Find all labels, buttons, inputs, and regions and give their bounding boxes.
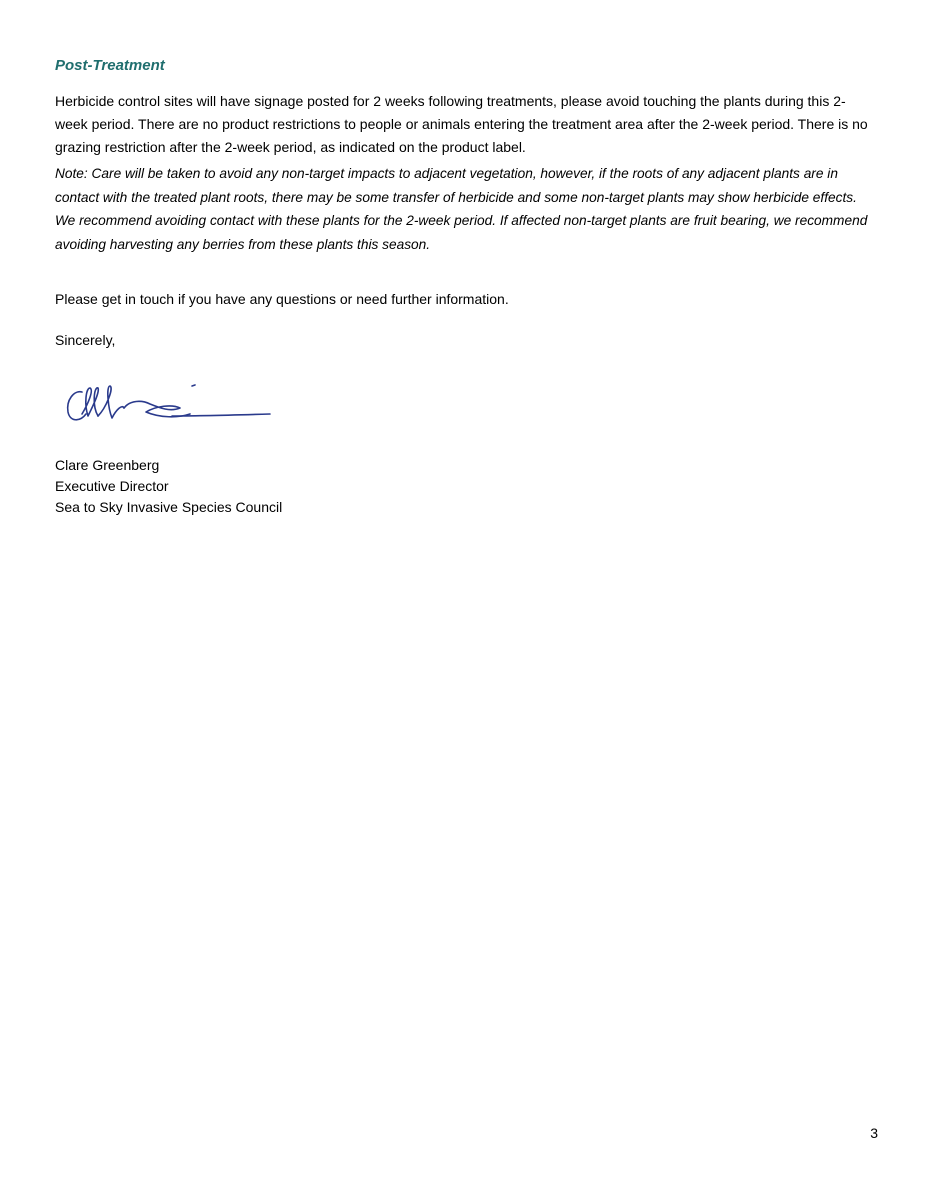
salutation: Sincerely, [55,332,116,348]
post-treatment-section [55,56,870,256]
handwritten-signature [60,378,275,430]
signatory-title: Executive Director [55,478,169,494]
signatory-name: Clare Greenberg [55,457,160,473]
section-heading: Post-Treatment [55,57,165,74]
signatory-block [55,455,282,518]
post-treatment-paragraph: Herbicide control sites will have signage posted for 2 weeks following treatments, please avoid touching the plants during this 2-week period. There are no product restrictions to people or animals entering the treatment area after the 2-week period. There is no grazing restriction after the 2-week period, as indicated on the product label. [55,93,868,155]
signatory-organization: Sea to Sky Invasive Species Council [55,499,283,515]
closing-line: Please get in touch if you have any questions or need further information. [55,291,509,307]
page-number: 3 [870,1125,878,1141]
note-paragraph: Note: Care will be taken to avoid any non-target impacts to adjacent vegetation, however, if the roots of any adjacent plants are in contact with the treated plant roots, there may be some transfer of herbicide and some non-target plants may show herbicide effects. We recommend avoiding contact with these plants for the 2-week period. If affected non-target plants are fruit bearing, we recommend avoiding harvesting any berries from these plants this season. [55,166,868,252]
